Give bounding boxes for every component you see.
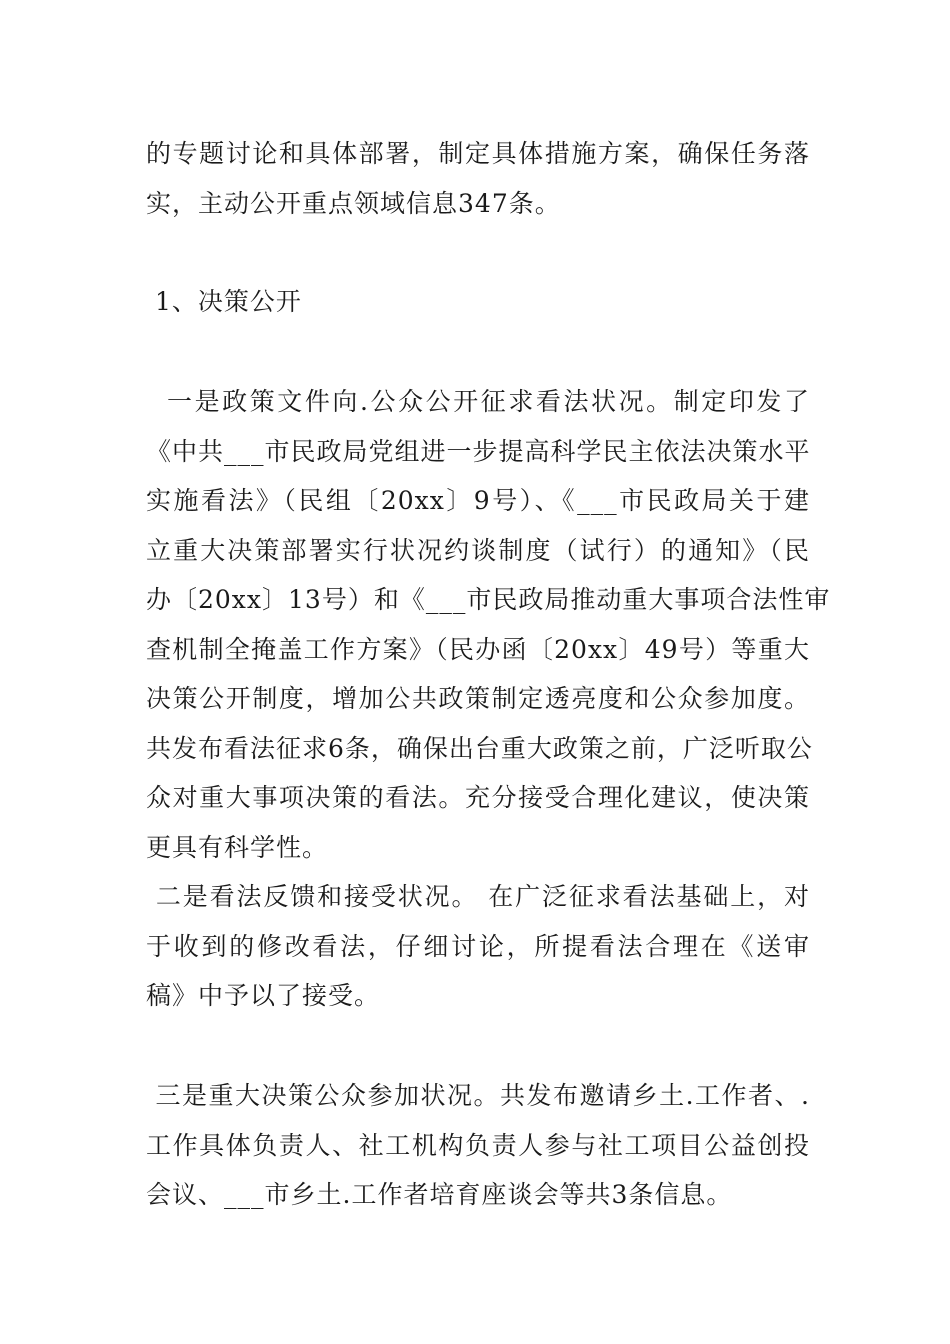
text-line: 一是政策文件向.公众公开征求看法状况。制定印发了 [146,387,810,416]
text-line: 二是看法反馈和接受状况。 在广泛征求看法基础上，对 [146,882,810,911]
text-line: 实施看法》（民组〔20xx〕9号）、《___市民政局关于建 [146,486,810,515]
text-line: 查机制全掩盖工作方案》（民办函〔20xx〕49号）等重大 [146,634,810,664]
feedback-paragraph [146,872,810,1021]
text-line: 于收到的修改看法，仔细讨论，所提看法合理在《送审 [146,931,810,961]
text-line: 三是重大决策公众参加状况。共发布邀请乡土.工作者、. [146,1081,810,1110]
text-line: 实，主动公开重点领域信息347条。 [146,188,561,218]
text-line: 《中共___市民政局党组进一步提高科学民主依法决策水平 [146,436,811,466]
text-line: 稿》中予以了接受。 [146,981,381,1010]
text-line: 立重大决策部署实行状况约谈制度（试行）的通知》（民 [146,535,810,565]
text-line: 会议、___市乡土.工作者培育座谈会等共3条信息。 [146,1180,733,1209]
text-line: 工作具体负责人、社工机构负责人参与社工项目公益创投 [146,1130,810,1160]
public-participation-paragraph [146,1071,810,1220]
text-line: 决策公开制度，增加公共政策制定透亮度和公众参加度。 [146,684,810,713]
text-line: 办〔20xx〕13号）和《___市民政局推动重大事项合法性审 [146,585,831,614]
text-line: 众对重大事项决策的看法。充分接受合理化建议，使决策 [146,783,810,812]
text-line: 更具有科学性。 [146,832,329,862]
intro-paragraph [146,129,810,228]
text-line: 的专题讨论和具体部署，制定具体措施方案，确保任务落 [146,139,810,168]
heading-text: 1、决策公开 [146,287,302,316]
decision-disclosure-paragraph [146,377,831,872]
text-line: 共发布看法征求6条，确保出台重大政策之前，广泛听取公 [146,733,813,763]
section-heading [146,277,810,327]
